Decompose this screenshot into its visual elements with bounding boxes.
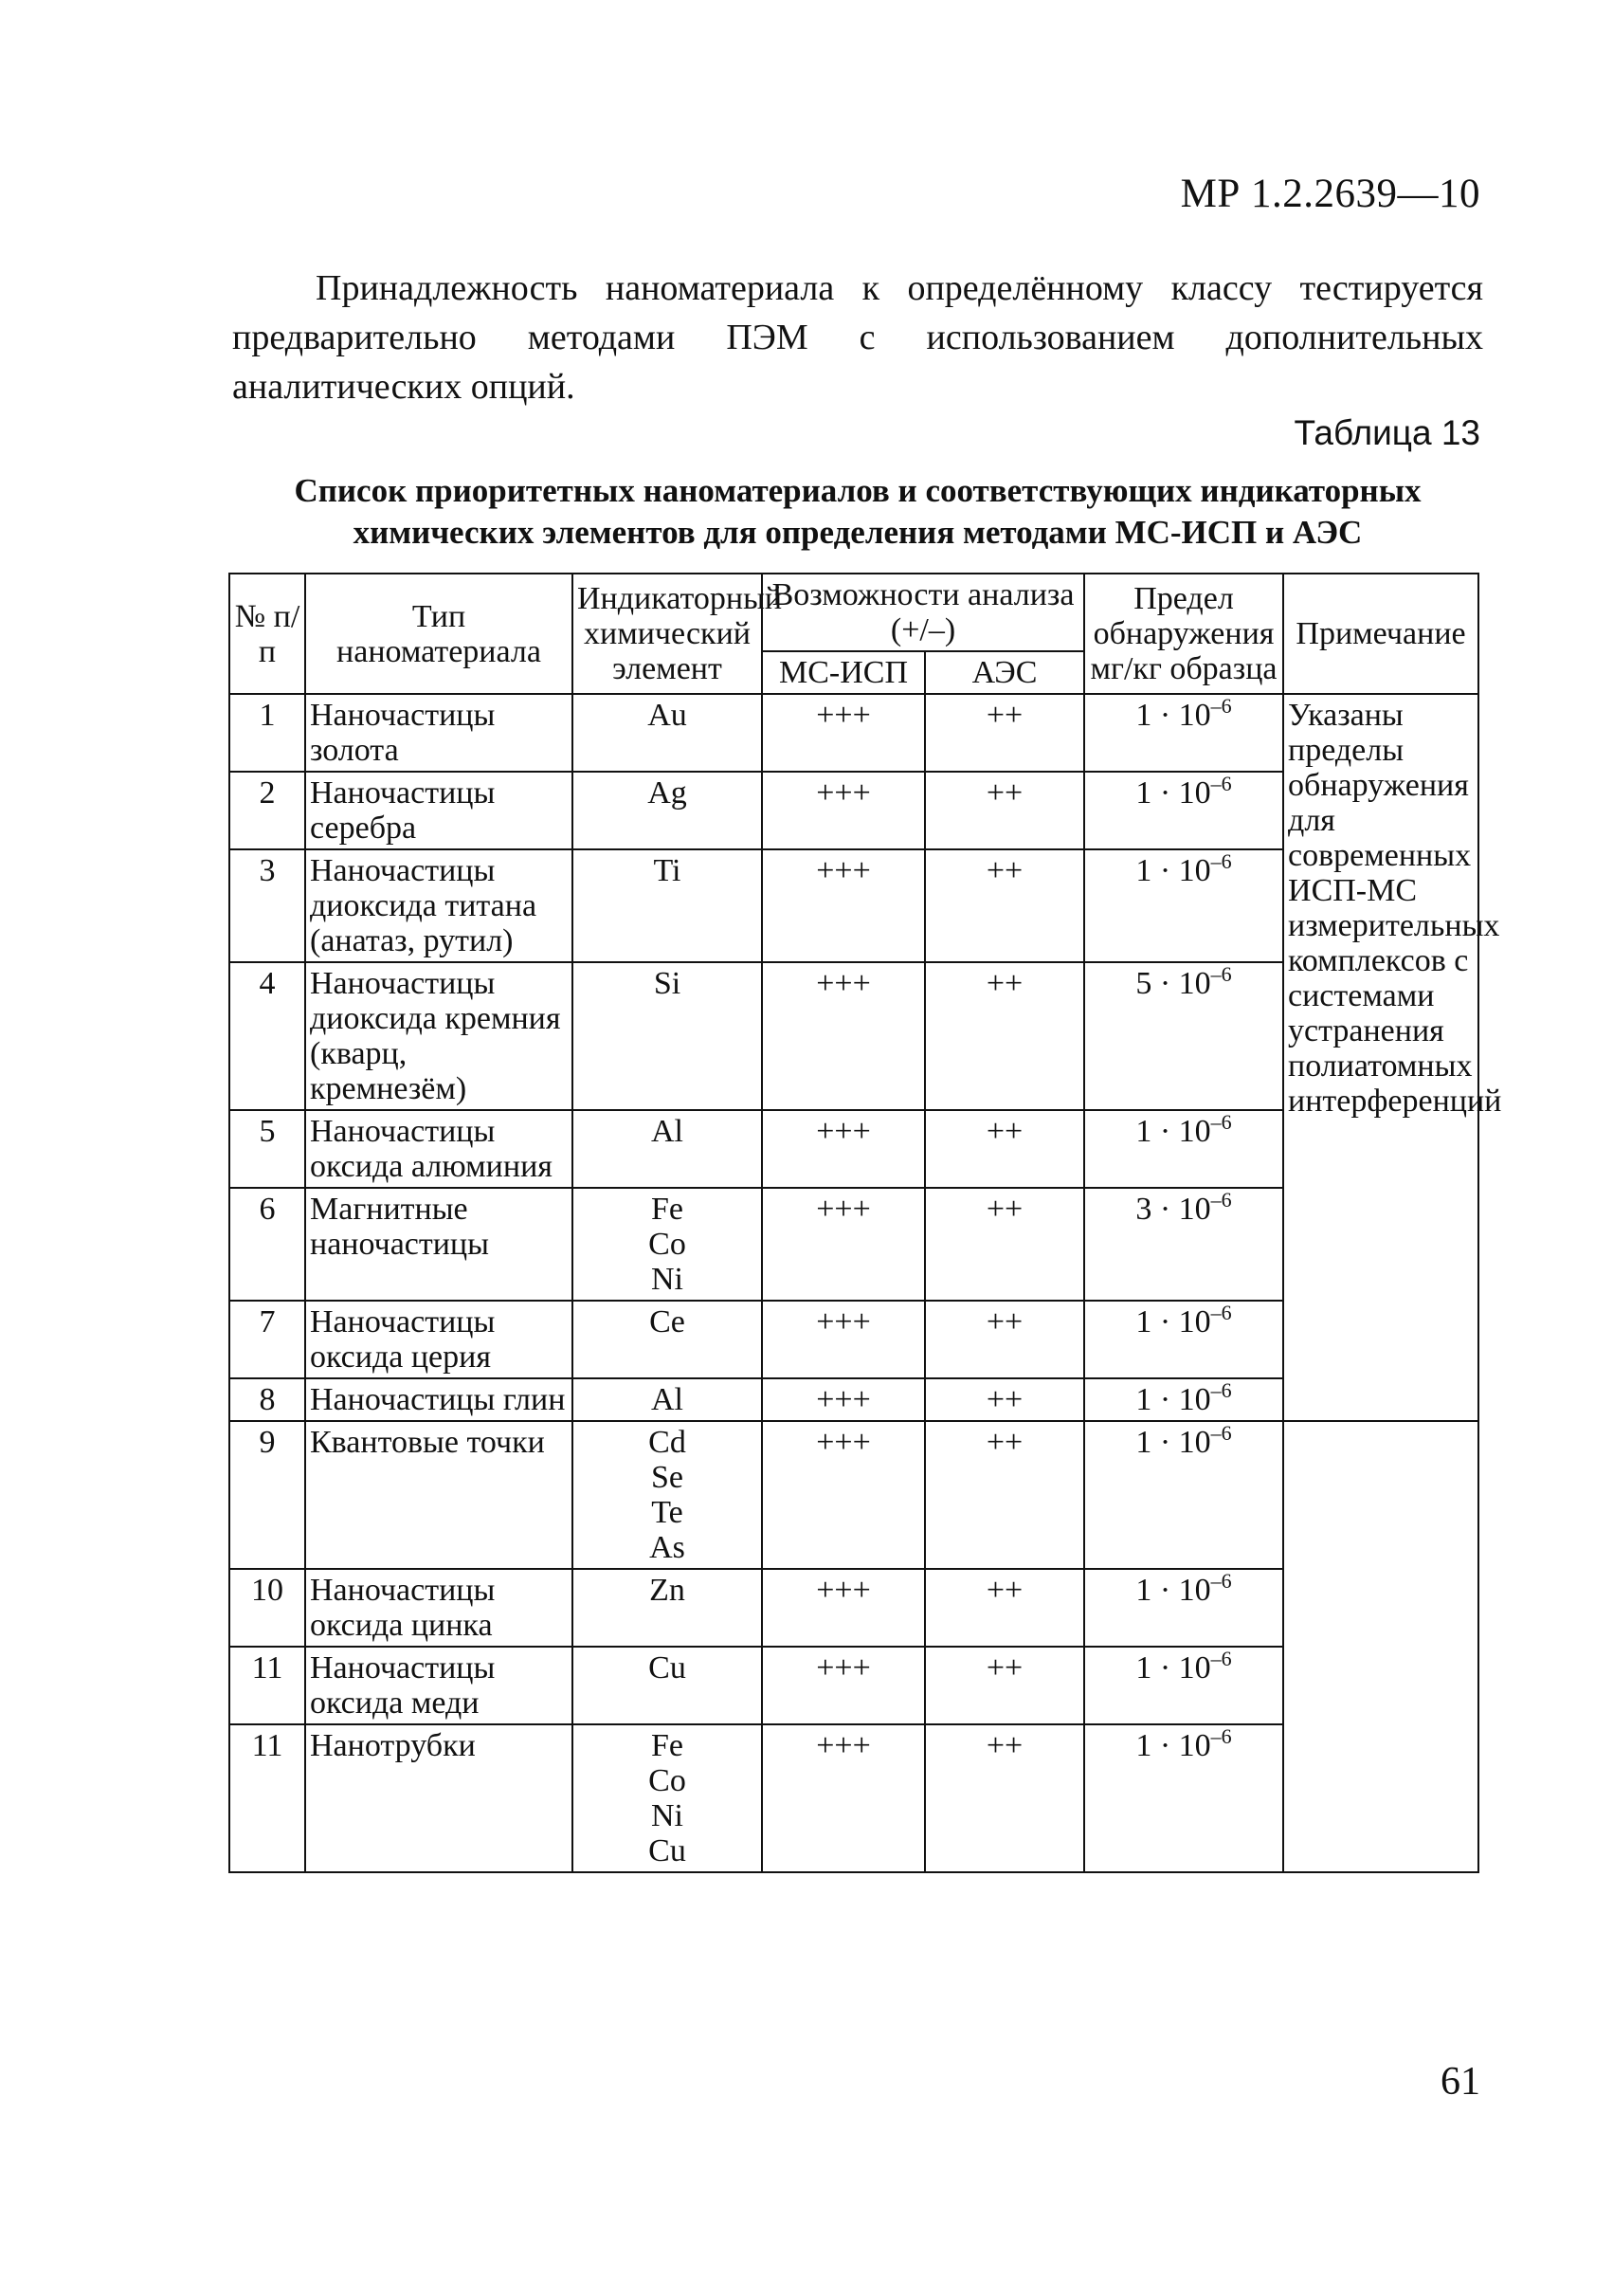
indicator-elements [572, 1647, 762, 1724]
row-number: 3 [229, 849, 305, 962]
detection-limit-base: 1 · 10 [1135, 1573, 1211, 1608]
table-number: Таблица 13 [1294, 413, 1480, 452]
aes-capability: ++ [925, 694, 1084, 772]
detection-limit-exponent: –6 [1210, 1188, 1232, 1212]
indicator-element: Ag [647, 775, 687, 811]
detection-limit [1084, 1301, 1283, 1378]
detection-limit-exponent: –6 [1210, 1378, 1232, 1402]
ms-icp-capability: +++ [762, 694, 925, 772]
detection-limit [1084, 1378, 1283, 1421]
row-number: 1 [229, 694, 305, 772]
detection-limit-base: 1 · 10 [1135, 775, 1211, 811]
row-number: 7 [229, 1301, 305, 1378]
indicator-elements [572, 694, 762, 772]
nanomaterial-type: Наночастицы оксида церия [305, 1301, 572, 1378]
indicator-element: Fe [651, 1192, 683, 1227]
table-header-row [229, 574, 1478, 651]
ms-icp-capability: +++ [762, 849, 925, 962]
detection-limit-exponent: –6 [1210, 1647, 1232, 1670]
table-row [229, 694, 1478, 772]
row-number: 11 [229, 1647, 305, 1724]
detection-limit-exponent: –6 [1210, 1421, 1232, 1445]
indicator-element: Ni [651, 1262, 683, 1297]
detection-limit [1084, 962, 1283, 1110]
detection-limit [1084, 1110, 1283, 1188]
indicator-element: Ce [649, 1304, 685, 1339]
indicator-element: Ti [653, 853, 681, 888]
indicator-element: Co [648, 1227, 686, 1262]
row-number: 8 [229, 1378, 305, 1421]
nanomaterial-type: Квантовые точки [305, 1421, 572, 1569]
header-type: Тип наноматериала [305, 574, 572, 694]
aes-capability: ++ [925, 1378, 1084, 1421]
aes-capability: ++ [925, 1569, 1084, 1647]
document-code: МР 1.2.2639—10 [1180, 172, 1480, 216]
indicator-elements [572, 962, 762, 1110]
detection-limit [1084, 1188, 1283, 1301]
detection-limit [1084, 1421, 1283, 1569]
header-num: № п/п [229, 574, 305, 694]
nanomaterial-type: Нанотрубки [305, 1724, 572, 1872]
ms-icp-capability: +++ [762, 1724, 925, 1872]
indicator-element: Al [651, 1382, 683, 1417]
detection-limit [1084, 1569, 1283, 1647]
header-capabilities: Возможности анализа (+/–) [762, 574, 1084, 651]
indicator-element: Cu [648, 1650, 686, 1686]
detection-limit-base: 1 · 10 [1135, 1304, 1211, 1339]
indicator-element: Zn [649, 1573, 685, 1608]
header-note: Примечание [1283, 574, 1478, 694]
row-number: 11 [229, 1724, 305, 1872]
detection-limit-base: 1 · 10 [1135, 1728, 1211, 1763]
ms-icp-capability: +++ [762, 1569, 925, 1647]
header-element: Индикаторный химический элемент [572, 574, 762, 694]
detection-limit [1084, 1724, 1283, 1872]
indicator-element: Co [648, 1763, 686, 1798]
note-cell-empty [1283, 1421, 1478, 1872]
row-number: 2 [229, 772, 305, 849]
detection-limit [1084, 694, 1283, 772]
ms-icp-capability: +++ [762, 1188, 925, 1301]
detection-limit-exponent: –6 [1210, 1110, 1232, 1134]
row-number: 6 [229, 1188, 305, 1301]
nanomaterial-type: Наночастицы диоксида титана (анатаз, рутил) [305, 849, 572, 962]
detection-limit-exponent: –6 [1210, 772, 1232, 795]
indicator-element: Al [651, 1114, 683, 1149]
indicator-elements [572, 1421, 762, 1569]
table-row [229, 1421, 1478, 1569]
indicator-element: Ni [651, 1798, 683, 1833]
aes-capability: ++ [925, 1188, 1084, 1301]
detection-limit-base: 3 · 10 [1135, 1192, 1211, 1227]
aes-capability: ++ [925, 1724, 1084, 1872]
detection-limit-exponent: –6 [1210, 962, 1232, 986]
table-body [229, 694, 1502, 1872]
aes-capability: ++ [925, 849, 1084, 962]
detection-limit-exponent: –6 [1210, 1724, 1232, 1748]
indicator-element: Cd [648, 1425, 686, 1460]
detection-limit-base: 1 · 10 [1135, 1425, 1211, 1460]
ms-icp-capability: +++ [762, 1301, 925, 1378]
intro-paragraph: Принадлежность наноматериала к определённому классу тестируется предварительно методами ПЭМ с использованием дополнительных аналитических опций. [232, 268, 1483, 407]
detection-limit-base: 5 · 10 [1135, 966, 1211, 1001]
indicator-elements [572, 1188, 762, 1301]
indicator-elements [572, 849, 762, 962]
indicator-elements [572, 1569, 762, 1647]
nanomaterial-type: Наночастицы серебра [305, 772, 572, 849]
row-number: 4 [229, 962, 305, 1110]
detection-limit [1084, 1647, 1283, 1724]
indicator-elements [572, 1301, 762, 1378]
ms-icp-capability: +++ [762, 1110, 925, 1188]
ms-icp-capability: +++ [762, 1421, 925, 1569]
header-aes: АЭС [925, 651, 1084, 694]
table-caption: Список приоритетных наноматериалов и соответствующих индикаторных химических элементов для определения методами МС-ИСП и АЭС [294, 472, 1422, 551]
ms-icp-capability: +++ [762, 1647, 925, 1724]
aes-capability: ++ [925, 1110, 1084, 1188]
indicator-element: Se [651, 1460, 683, 1495]
page-number: 61 [1441, 2060, 1480, 2104]
detection-limit-base: 1 · 10 [1135, 1650, 1211, 1686]
indicator-element: Fe [651, 1728, 683, 1763]
ms-icp-capability: +++ [762, 962, 925, 1110]
indicator-elements [572, 1110, 762, 1188]
header-limit: Предел обнаружения мг/кг образца [1084, 574, 1283, 694]
detection-limit-base: 1 · 10 [1135, 1114, 1211, 1149]
indicator-element: Cu [648, 1833, 686, 1868]
nanomaterial-type: Наночастицы оксида меди [305, 1647, 572, 1724]
detection-limit-base: 1 · 10 [1135, 698, 1211, 733]
aes-capability: ++ [925, 962, 1084, 1110]
indicator-element: Si [653, 966, 681, 1001]
aes-capability: ++ [925, 1421, 1084, 1569]
aes-capability: ++ [925, 1301, 1084, 1378]
indicator-elements [572, 1378, 762, 1421]
row-number: 5 [229, 1110, 305, 1188]
detection-limit-exponent: –6 [1210, 1569, 1232, 1593]
detection-limit-base: 1 · 10 [1135, 853, 1211, 888]
nanomaterials-table [228, 573, 1502, 1873]
indicator-element: Te [651, 1495, 683, 1530]
row-number: 10 [229, 1569, 305, 1647]
aes-capability: ++ [925, 1647, 1084, 1724]
nanomaterial-type: Наночастицы оксида алюминия [305, 1110, 572, 1188]
row-number: 9 [229, 1421, 305, 1569]
nanomaterial-type: Магнитные наночастицы [305, 1188, 572, 1301]
header-ms-icp: МС-ИСП [762, 651, 925, 694]
detection-limit [1084, 772, 1283, 849]
detection-limit-base: 1 · 10 [1135, 1382, 1211, 1417]
detection-limit-exponent: –6 [1210, 694, 1232, 718]
note-cell: Указаны пределы обнаружения для современных ИСП-МС измерительных комплексов с системами устранения полиатомных интерференций [1283, 694, 1478, 1421]
detection-limit [1084, 849, 1283, 962]
detection-limit-exponent: –6 [1210, 1301, 1232, 1324]
indicator-elements [572, 772, 762, 849]
nanomaterial-type: Наночастицы золота [305, 694, 572, 772]
indicator-element: As [649, 1530, 685, 1565]
indicator-element: Au [647, 698, 687, 733]
aes-capability: ++ [925, 772, 1084, 849]
ms-icp-capability: +++ [762, 1378, 925, 1421]
detection-limit-exponent: –6 [1210, 849, 1232, 873]
nanomaterial-type: Наночастицы диоксида кремния (кварц, кремнезём) [305, 962, 572, 1110]
ms-icp-capability: +++ [762, 772, 925, 849]
nanomaterial-type: Наночастицы глин [305, 1378, 572, 1421]
indicator-elements [572, 1724, 762, 1872]
nanomaterial-type: Наночастицы оксида цинка [305, 1569, 572, 1647]
